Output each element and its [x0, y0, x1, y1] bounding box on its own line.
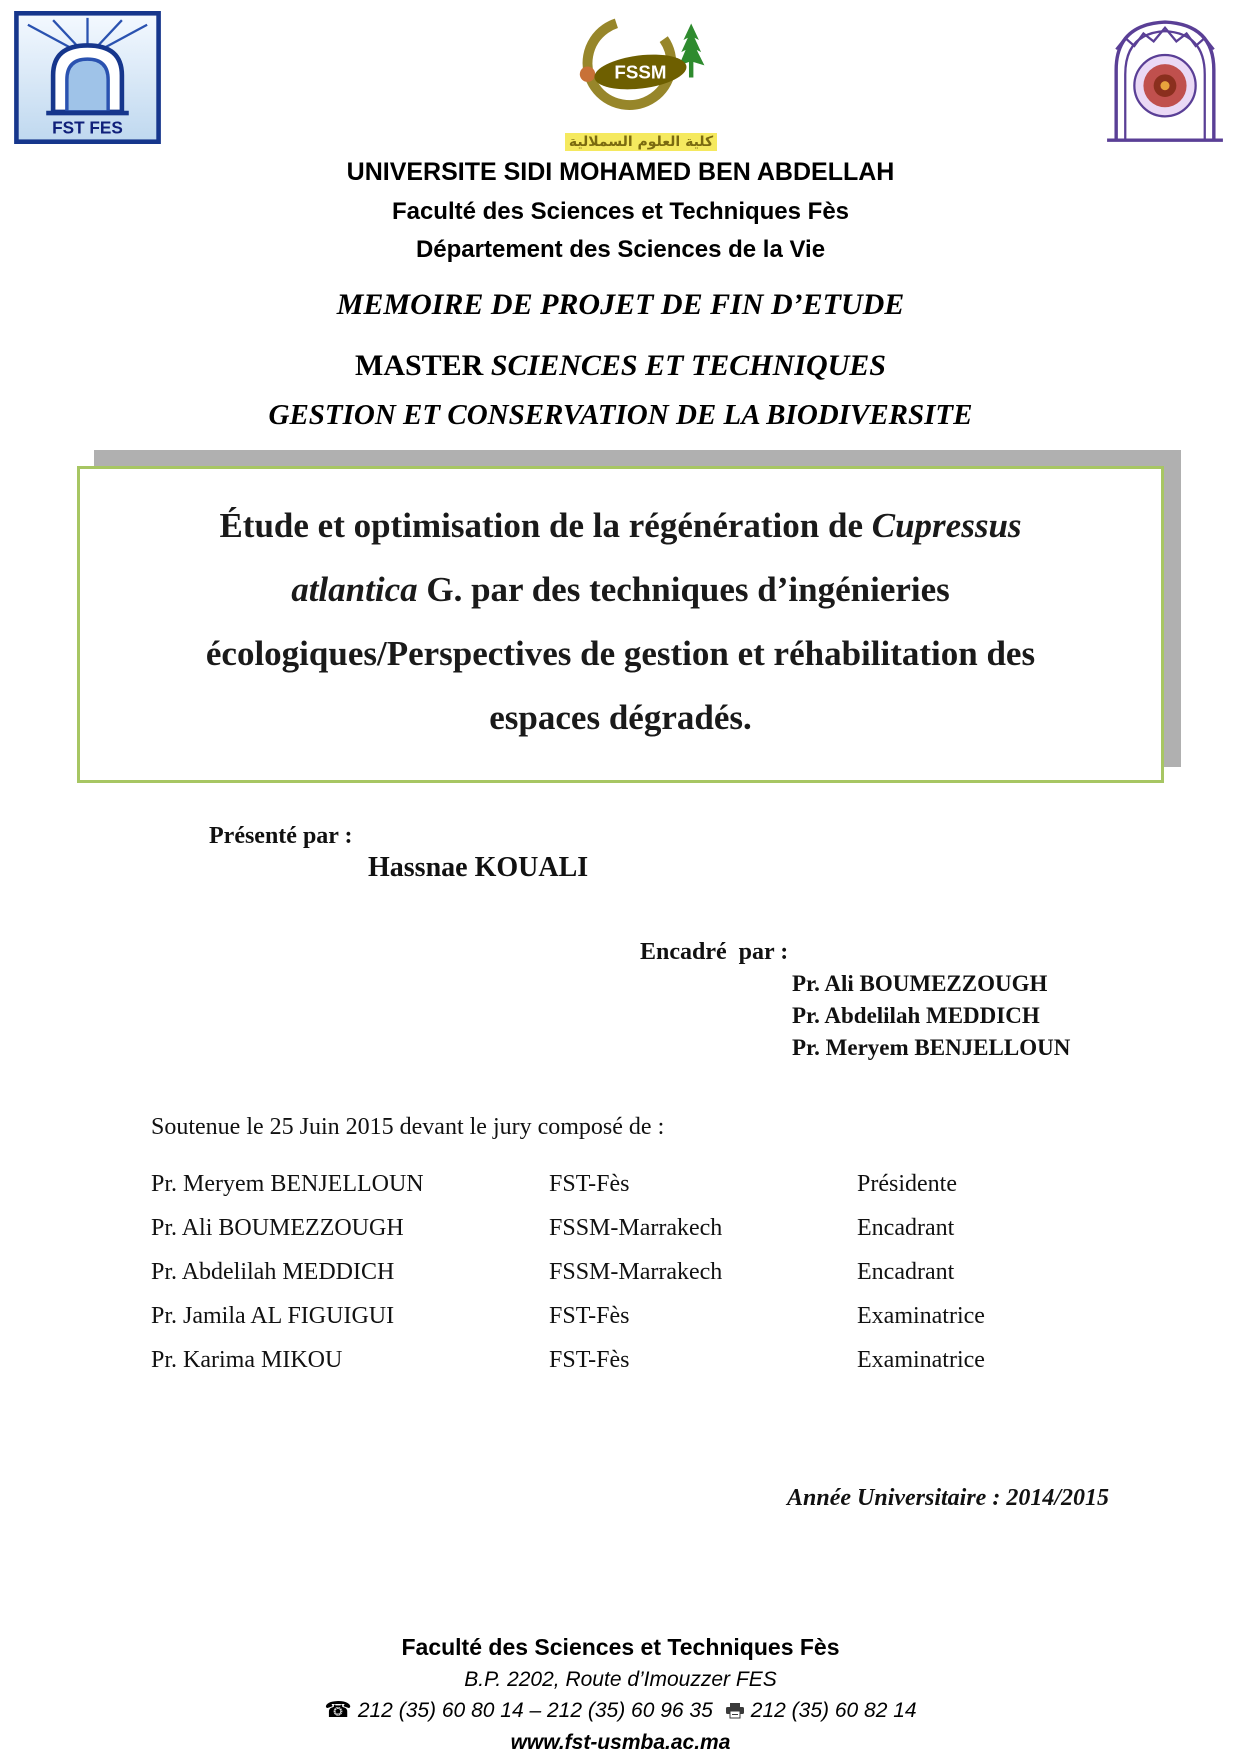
footer: [0, 1634, 1241, 1754]
footer-faculty: Faculté des Sciences et Techniques Fès: [401, 1634, 840, 1660]
defense-intro: Soutenue le 25 Juin 2015 devant le jury composé de :: [151, 1114, 665, 1140]
fax-icon: [725, 1701, 745, 1725]
supervised-by-label: Encadré par :: [640, 939, 789, 965]
jury-table: [151, 1162, 1131, 1382]
fssm-logo-label: FSSM: [614, 61, 667, 83]
footer-fax: 212 (35) 60 82 14: [750, 1699, 917, 1722]
jury-member-name: Pr. Abdelilah MEDDICH: [151, 1259, 395, 1285]
thesis-title-line-4: [108, 686, 1133, 750]
fst-fes-logo: [14, 11, 161, 149]
jury-member-institution: FST-Fès: [549, 1303, 630, 1329]
phone-icon: ☎: [324, 1698, 352, 1723]
jury-row: [151, 1162, 1131, 1206]
supervisor-name: Pr. Ali BOUMEZZOUGH: [792, 971, 1048, 996]
footer-address: B.P. 2202, Route d’Imouzzer FES: [464, 1668, 777, 1691]
species-name: Cupressus: [871, 506, 1022, 545]
memoir-title: MEMOIRE DE PROJET DE FIN D’ETUDE: [336, 288, 905, 321]
university-name: UNIVERSITE SIDI MOHAMED BEN ABDELLAH: [346, 158, 895, 186]
fssm-logo-graphic: [561, 8, 721, 126]
master-line: [0, 349, 1241, 383]
supervisor-list: [792, 968, 1070, 1064]
jury-member-role: Examinatrice: [857, 1303, 985, 1329]
title-text: Étude et optimisation de la régénération de: [219, 506, 872, 545]
footer-phones: 212 (35) 60 80 14 – 212 (35) 60 96 35: [357, 1699, 713, 1722]
jury-member-institution: FSSM-Marrakech: [549, 1259, 723, 1285]
supervisor-name: Pr. Abdelilah MEDDICH: [792, 1003, 1040, 1028]
author-name: Hassnae KOUALI: [368, 852, 589, 883]
fssm-logo-arabic-text: كلية العلوم السملالية: [565, 133, 717, 151]
department-name: Département des Sciences de la Vie: [415, 236, 826, 263]
thesis-title-line-1: [108, 494, 1133, 558]
master-program: SCIENCES ET TECHNIQUES: [490, 349, 886, 382]
thesis-title-line-2: [108, 558, 1133, 622]
master-prefix: MASTER: [355, 349, 491, 382]
thesis-title-box: [77, 466, 1164, 783]
jury-member-name: Pr. Meryem BENJELLOUN: [151, 1171, 424, 1197]
jury-member-role: Présidente: [857, 1171, 957, 1197]
specialty-line: GESTION ET CONSERVATION DE LA BIODIVERSITE: [268, 399, 973, 431]
jury-row: [151, 1294, 1131, 1338]
fssm-logo: [556, 8, 726, 151]
jury-row: [151, 1250, 1131, 1294]
degree-block: [0, 288, 1241, 432]
faculty-name: Faculté des Sciences et Techniques Fès: [391, 198, 850, 225]
fst-fes-logo-graphic: [14, 11, 161, 144]
institution-header: [0, 158, 1241, 274]
jury-member-institution: FST-Fès: [549, 1347, 630, 1373]
jury-member-institution: FST-Fès: [549, 1171, 630, 1197]
footer-contact: [0, 1698, 1241, 1725]
usmba-logo: [1098, 15, 1232, 150]
jury-member-name: Pr. Jamila AL FIGUIGUI: [151, 1303, 395, 1329]
footer-website: www.fst-usmba.ac.ma: [510, 1731, 731, 1754]
usmba-logo-graphic: [1098, 15, 1232, 145]
thesis-title-line-3: [108, 622, 1133, 686]
supervisor-name: Pr. Meryem BENJELLOUN: [792, 1035, 1071, 1060]
title-text: écologiques/Perspectives de gestion et réhabilitation des: [205, 634, 1036, 673]
fst-fes-logo-label: FST FES: [52, 117, 123, 138]
jury-member-name: Pr. Karima MIKOU: [151, 1347, 343, 1373]
jury-member-name: Pr. Ali BOUMEZZOUGH: [151, 1215, 404, 1241]
jury-member-role: Examinatrice: [857, 1347, 985, 1373]
jury-member-role: Encadrant: [857, 1259, 955, 1285]
jury-row: [151, 1338, 1131, 1382]
jury-member-institution: FSSM-Marrakech: [549, 1215, 723, 1241]
title-text: G. par des techniques d’ingénieries: [417, 570, 950, 609]
jury-row: [151, 1206, 1131, 1250]
title-text: espaces dégradés.: [489, 698, 752, 737]
jury-member-role: Encadrant: [857, 1215, 955, 1241]
academic-year: Année Universitaire : 2014/2015: [787, 1485, 1109, 1511]
species-name: atlantica: [291, 570, 418, 609]
presented-by-label: Présenté par :: [209, 823, 353, 849]
